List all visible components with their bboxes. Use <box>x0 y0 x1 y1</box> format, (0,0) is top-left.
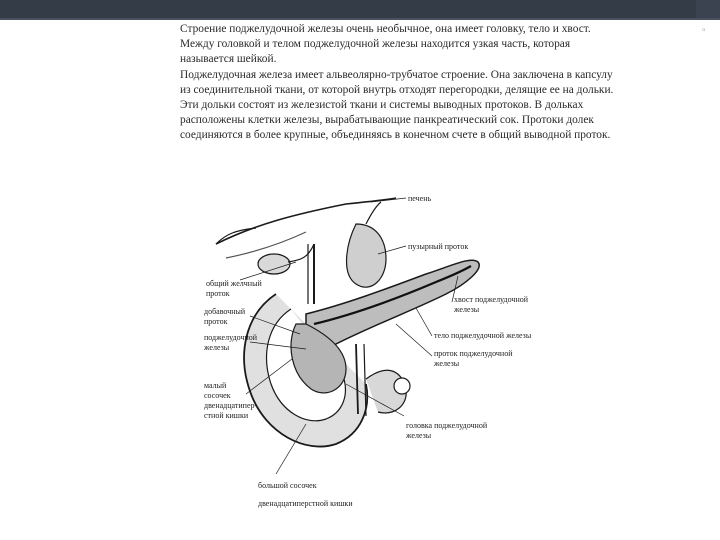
label-liver: печень <box>408 194 432 203</box>
label-head-line2: железы <box>406 431 432 440</box>
label-pancreatic-duct-line2: железы <box>204 343 230 352</box>
label-common-bile-duct-line1: общий желчный <box>206 279 262 288</box>
label-minor-papilla-line3: двенадцатипер- <box>204 401 258 410</box>
label-minor-papilla-line4: стной кишки <box>204 411 249 420</box>
pancreas-drawing <box>196 184 566 524</box>
label-head-line1: головка поджелудочной <box>406 421 488 430</box>
label-main-duct-line1: проток поджелудочной <box>434 349 513 358</box>
label-pancreatic-duct-line1: поджелудочной <box>204 333 258 342</box>
label-tail-line2: железы <box>454 305 480 314</box>
label-cystic-duct: пузырный проток <box>408 242 469 251</box>
label-main-duct-line2: железы <box>434 359 460 368</box>
label-tail-line1: хвост поджелудочной <box>454 295 528 304</box>
title-bar-accent <box>0 0 696 18</box>
slide-corner-mark-icon: ▫ <box>702 25 706 36</box>
paragraph-histology: Поджелудочная железа имеет альвеолярно-трубчатое строение. Она заключена в капсулу из соединительной ткани, от которой внутрь отходят перегородки, делящие ее на дольки. Эти дольки состоят из железистой ткани и системы выводных протоков. В дольках расположены клетки железы, вырабатывающие панкреатический сок. Протоки долек соединяются в более крупные, объединяясь в конечном счете в общий выводной проток. <box>180 68 614 142</box>
title-bar <box>0 0 720 20</box>
label-accessory-duct-line1: добавочный <box>204 307 246 316</box>
paragraph-structure: Строение поджелудочной железы очень необычное, она имеет головку, тело и хвост. Между головкой и телом поджелудочной железы находится узкая часть, которая называется шейкой. <box>180 23 591 66</box>
slide-body-text <box>180 22 620 144</box>
label-major-papilla-line2: двенадцатиперстной кишки <box>258 499 353 508</box>
title-bar-divider <box>0 18 720 20</box>
label-major-papilla-line1: большой сосочек <box>258 481 317 490</box>
label-body: тело поджелудочной железы <box>434 331 532 340</box>
label-minor-papilla-line2: сосочек <box>204 391 231 400</box>
pancreas-illustration <box>196 184 566 524</box>
label-minor-papilla-line1: малый <box>204 381 227 390</box>
label-common-bile-duct-line2: проток <box>206 289 230 298</box>
label-accessory-duct-line2: проток <box>204 317 228 326</box>
